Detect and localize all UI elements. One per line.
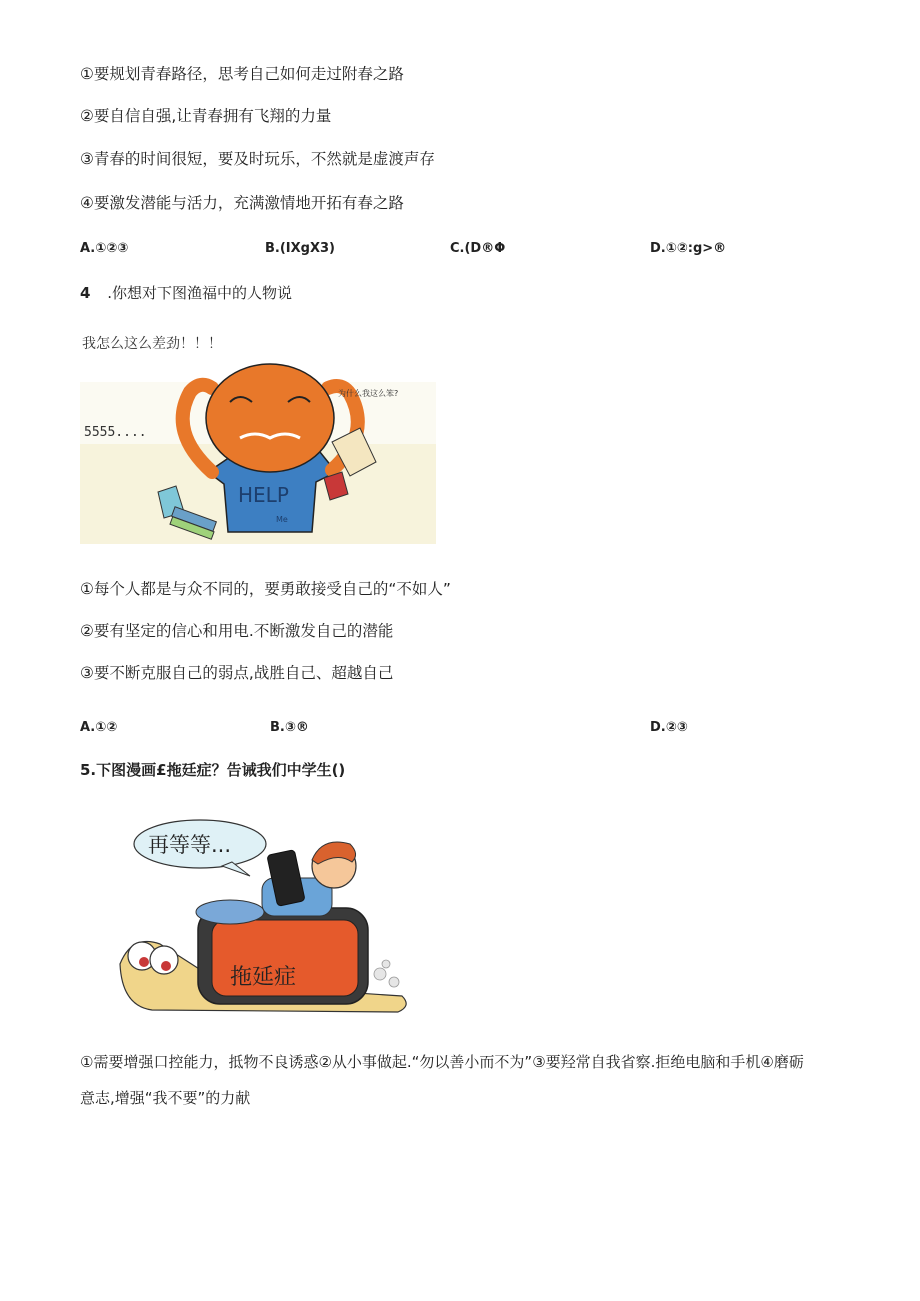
q4-title-text: .你想对下图渔福中的人物说 bbox=[107, 284, 292, 302]
q4-number: 4 bbox=[80, 284, 91, 302]
stressed-student-illustration bbox=[80, 322, 436, 544]
q4-cartoon bbox=[80, 322, 436, 544]
q4-item-1: ①每个人都是与众不同的，要勇敢接受自己的“不如人” bbox=[80, 580, 451, 598]
bubble-text: 再等等... bbox=[148, 833, 232, 857]
q4-option-d: D.②③ bbox=[650, 720, 688, 735]
shirt-small-text: Me bbox=[276, 515, 288, 524]
q3-item-2: ②要自信自强,让青春拥有飞翔的力量 bbox=[80, 107, 332, 125]
procrastination-snail-illustration bbox=[112, 814, 424, 1036]
q4-title bbox=[80, 282, 292, 303]
q5-cartoon bbox=[112, 814, 424, 1036]
q3-item-3: ③青春的时间很短，要及时玩乐，不然就是虚渡声存 bbox=[80, 150, 435, 168]
q4-item-3: ③要不断克服自己的弱点,战胜自己、超越自己 bbox=[80, 664, 394, 682]
q4-option-a: A.①② bbox=[80, 720, 118, 735]
q3-option-b: B.(IXgX3) bbox=[265, 241, 335, 256]
q3-option-a: A.①②③ bbox=[80, 241, 129, 256]
q3-option-c: C.(D®Φ bbox=[450, 241, 506, 256]
caption-right: 为什么我这么笨? bbox=[338, 389, 399, 398]
q4-option-b: B.③® bbox=[270, 720, 309, 735]
shell-text: 拖延症 bbox=[230, 965, 297, 990]
q5-body-line-2: 意志,增强“我不要”的力献 bbox=[80, 1089, 251, 1107]
shirt-text: HELP bbox=[238, 483, 289, 507]
q3-option-d: D.①②:g>® bbox=[650, 241, 727, 256]
caption-top: 我怎么这么差劲！！！ bbox=[82, 336, 222, 352]
q5-title: 5.下图漫画£拖廷症？告诫我们中学生() bbox=[80, 761, 346, 779]
q3-item-1: ①要规划青春路径，思考自己如何走过附春之路 bbox=[80, 65, 404, 83]
q5-body-line-1: ①需要增强口控能力，抵物不良诱惑②从小事做起.“勿以善小而不为”③要羟常自我省察.拒绝电脑和手机④磨砺 bbox=[80, 1053, 804, 1071]
cry-text: 5555.... bbox=[84, 425, 147, 440]
q3-item-4: ④要激发潜能与活力，充满激情地开拓有春之路 bbox=[80, 194, 404, 212]
q4-item-2: ②要有坚定的信心和用电.不断激发自己的潜能 bbox=[80, 622, 394, 640]
